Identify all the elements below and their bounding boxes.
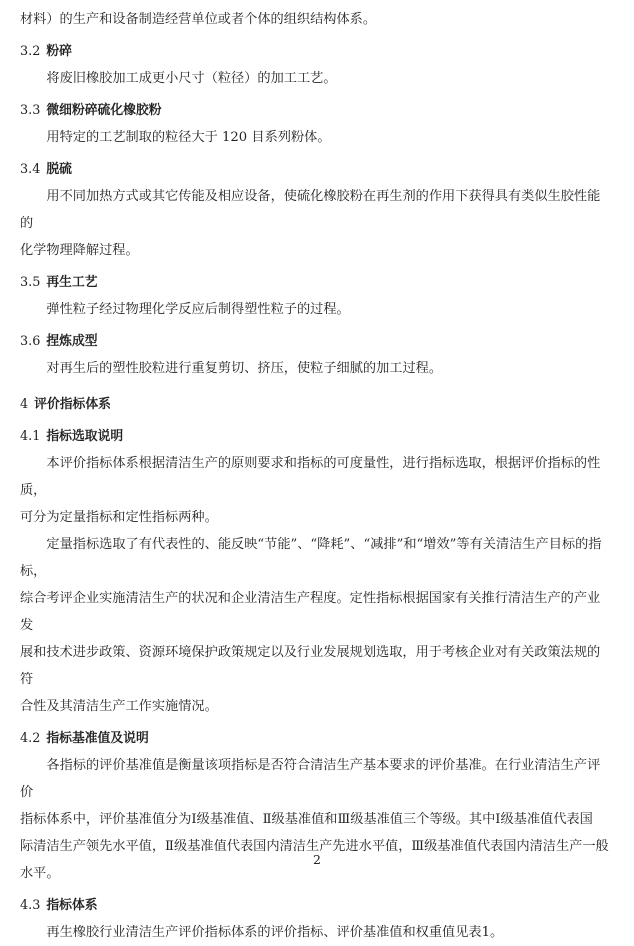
page-number: 2 xyxy=(313,852,321,867)
heading-4-3 xyxy=(20,892,612,919)
heading-number: 3.3 xyxy=(20,103,41,118)
heading-title: 评价指标体系 xyxy=(34,397,111,412)
heading-title: 指标体系 xyxy=(46,898,98,913)
paragraph-4-1-line: 本评价指标体系根据清洁生产的原则要求和指标的可度量性，进行指标选取，根据评价指标的性质， xyxy=(20,456,601,498)
paragraph-4-2-line: 水平。 xyxy=(20,866,60,881)
paragraph-4-2-line: 各指标的评价基准值是衡量该项指标是否符合清洁生产基本要求的评价基准。在行业清洁生产评价 xyxy=(20,758,601,800)
heading-number: 3.4 xyxy=(20,162,41,177)
heading-4 xyxy=(20,391,612,418)
paragraph-3-4-line: 化学物理降解过程。 xyxy=(20,243,139,258)
heading-number: 4.2 xyxy=(20,731,41,746)
paragraph-4-3: 再生橡胶行业清洁生产评价指标体系的评价指标、评价基准值和权重值见表1。 xyxy=(46,925,504,940)
paragraph-4-2-line: 指标体系中，评价基准值分为Ⅰ级基准值、Ⅱ级基准值和Ⅲ级基准值三个等级。其中Ⅰ级基准值代表国 xyxy=(20,812,593,827)
heading-4-1 xyxy=(20,423,612,450)
heading-number: 4.1 xyxy=(20,429,41,444)
paragraph-4-2-line: 际清洁生产领先水平值，Ⅱ级基准值代表国内清洁生产先进水平值，Ⅲ级基准值代表国内清洁生产一般 xyxy=(20,839,609,854)
heading-3-6 xyxy=(20,328,612,355)
paragraph-4-1-line: 综合考评企业实施清洁生产的状况和企业清洁生产程度。定性指标根据国家有关推行清洁生产的产业发 xyxy=(20,591,601,633)
heading-title: 脱硫 xyxy=(46,162,72,177)
heading-title: 指标基准值及说明 xyxy=(46,731,149,746)
heading-4-2 xyxy=(20,725,612,752)
paragraph-3-3: 用特定的工艺制取的粒径大于 120 目系列粉体。 xyxy=(46,130,331,145)
heading-number: 3.6 xyxy=(20,334,41,349)
heading-3-2 xyxy=(20,38,612,65)
paragraph-3-5: 弹性粒子经过物理化学反应后制得塑性粒子的过程。 xyxy=(46,302,350,317)
heading-title: 微细粉碎硫化橡胶粉 xyxy=(46,103,162,118)
heading-number: 3.5 xyxy=(20,275,41,290)
heading-title: 再生工艺 xyxy=(46,275,98,290)
paragraph-3-4-line: 用不同加热方式或其它传能及相应设备，使硫化橡胶粉在再生剂的作用下获得具有类似生胶性能的 xyxy=(20,189,601,231)
continued-paragraph: 材料）的生产和设备制造经营单位或者个体的组织结构体系。 xyxy=(20,12,377,27)
paragraph-4-1-line: 展和技术进步政策、资源环境保护政策规定以及行业发展规划选取，用于考核企业对有关政策法规的符 xyxy=(20,645,601,687)
heading-3-4 xyxy=(20,156,612,183)
heading-title: 粉碎 xyxy=(46,44,72,59)
paragraph-4-1-line: 定量指标选取了有代表性的、能反映“节能”、“降耗”、“减排”和“增效”等有关清洁生产目标的指标， xyxy=(20,537,602,579)
paragraph-3-6: 对再生后的塑性胶粒进行重复剪切、挤压，使粒子细腻的加工过程。 xyxy=(46,361,443,376)
heading-3-5 xyxy=(20,269,612,296)
paragraph-4-1-line: 可分为定量指标和定性指标两种。 xyxy=(20,510,218,525)
heading-title: 指标选取说明 xyxy=(46,429,124,444)
paragraph-3-2: 将废旧橡胶加工成更小尺寸（粒径）的加工工艺。 xyxy=(46,71,337,86)
heading-number: 4.3 xyxy=(20,898,41,913)
heading-number: 3.2 xyxy=(20,44,41,59)
heading-title: 捏炼成型 xyxy=(46,334,98,349)
paragraph-4-1-line: 合性及其清洁生产工作实施情况。 xyxy=(20,699,218,714)
heading-3-3 xyxy=(20,97,612,124)
heading-number: 4 xyxy=(20,397,29,412)
